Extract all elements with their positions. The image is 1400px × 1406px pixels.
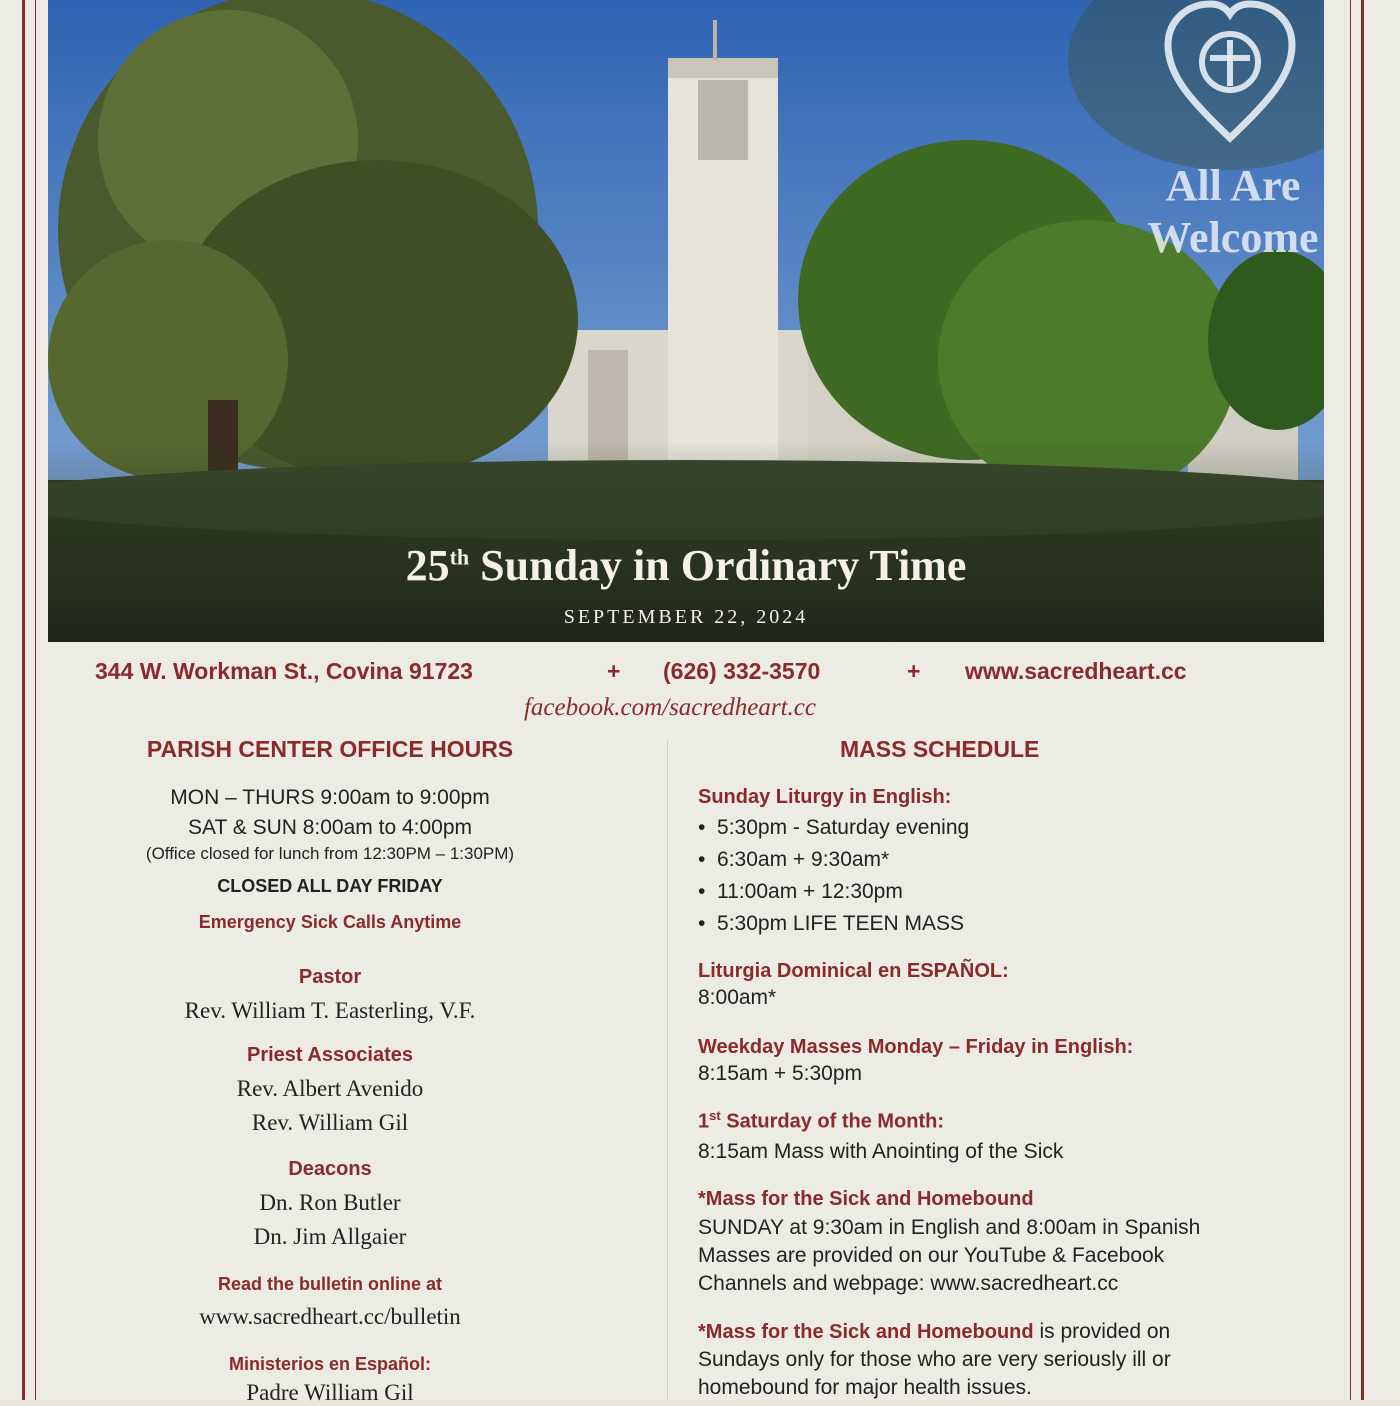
list-item: • 11:00am + 12:30pm: [698, 880, 903, 903]
bulletin-url: www.sacredheart.cc/bulletin: [199, 1304, 461, 1329]
facebook-url: facebook.com/sacredheart.cc: [523, 694, 817, 721]
sick-homebound-line-2: Masses are provided on our YouTube & Facebook: [698, 1244, 1165, 1267]
sick-homebound-paragraph-2: *Mass for the Sick and Homebound is provided on: [698, 1320, 1171, 1343]
all-are-welcome-text: [1108, 160, 1324, 264]
sick-homebound-2-line-2: Sundays only for those who are very seriously ill or: [698, 1348, 1171, 1371]
deacon-1: Dn. Ron Butler: [259, 1190, 401, 1215]
title-text: Sunday in Ordinary Time: [469, 541, 967, 590]
bulletin-date: SEPTEMBER 22, 2024: [563, 606, 809, 628]
sick-homebound-line-1: SUNDAY at 9:30am in English and 8:00am in Spanish: [698, 1216, 1201, 1239]
office-hours-weekday: MON – THURS 9:00am to 9:00pm: [170, 786, 490, 809]
separator-1: +: [607, 658, 621, 684]
title-number: 25: [405, 541, 450, 590]
welcome-line-1: All Are: [1165, 161, 1301, 210]
right-page-border: [1350, 0, 1364, 1400]
deacons-heading: Deacons: [288, 1158, 372, 1180]
office-hours-weekend: SAT & SUN 8:00am to 4:00pm: [187, 816, 473, 839]
title-superscript: th: [449, 544, 470, 570]
priest-2: Rev. William Gil: [251, 1110, 409, 1135]
spanish-liturgy-heading: Liturgia Dominical en ESPAÑOL:: [698, 960, 1009, 982]
parish-phone: (626) 332-3570: [663, 658, 821, 684]
ministerios-heading: Ministerios en Español:: [228, 1354, 432, 1374]
parish-website: www.sacredheart.cc: [965, 658, 1187, 684]
list-item: • 6:30am + 9:30am*: [698, 848, 890, 871]
priest-1: Rev. Albert Avenido: [236, 1076, 424, 1101]
emergency-calls: Emergency Sick Calls Anytime: [198, 912, 462, 932]
sick-homebound-heading-1: *Mass for the Sick and Homebound: [698, 1188, 1034, 1210]
office-lunch-note: (Office closed for lunch from 12:30PM – 1:30PM): [145, 844, 515, 863]
parish-address: 344 W. Workman St., Covina 91723: [95, 658, 473, 684]
cover-photo: [48, 0, 1324, 642]
pastor-name: Rev. William T. Easterling, V.F.: [184, 998, 476, 1023]
closed-friday: CLOSED ALL DAY FRIDAY: [217, 876, 443, 896]
priests-heading: Priest Associates: [246, 1044, 413, 1066]
list-item: • 5:30pm LIFE TEEN MASS: [698, 912, 965, 935]
first-saturday-heading: 1st Saturday of the Month:: [698, 1108, 945, 1133]
spanish-liturgy-time: 8:00am*: [698, 986, 777, 1009]
sick-homebound-2-line-3: homebound for major health issues.: [698, 1376, 1032, 1399]
ministerios-name: Padre William Gil: [246, 1380, 414, 1405]
office-hours-heading: PARISH CENTER OFFICE HOURS: [146, 736, 514, 762]
pastor-heading: Pastor: [298, 966, 362, 988]
sick-homebound-line-3: Channels and webpage: www.sacredheart.cc: [698, 1272, 1119, 1295]
first-saturday-text: 8:15am Mass with Anointing of the Sick: [698, 1140, 1064, 1163]
welcome-line-2: Welcome: [1147, 213, 1319, 262]
column-divider: [667, 740, 668, 1400]
separator-2: +: [907, 658, 921, 684]
bulletin-title: [48, 540, 1324, 591]
list-item: • 5:30pm - Saturday evening: [698, 816, 970, 839]
weekday-masses-heading: Weekday Masses Monday – Friday in English:: [698, 1036, 1134, 1058]
sunday-liturgy-heading: Sunday Liturgy in English:: [698, 786, 952, 808]
weekday-masses-times: 8:15am + 5:30pm: [698, 1062, 863, 1085]
mass-schedule-heading: MASS SCHEDULE: [840, 736, 1040, 762]
bulletin-heading: Read the bulletin online at: [217, 1274, 442, 1294]
deacon-2: Dn. Jim Allgaier: [253, 1224, 407, 1249]
